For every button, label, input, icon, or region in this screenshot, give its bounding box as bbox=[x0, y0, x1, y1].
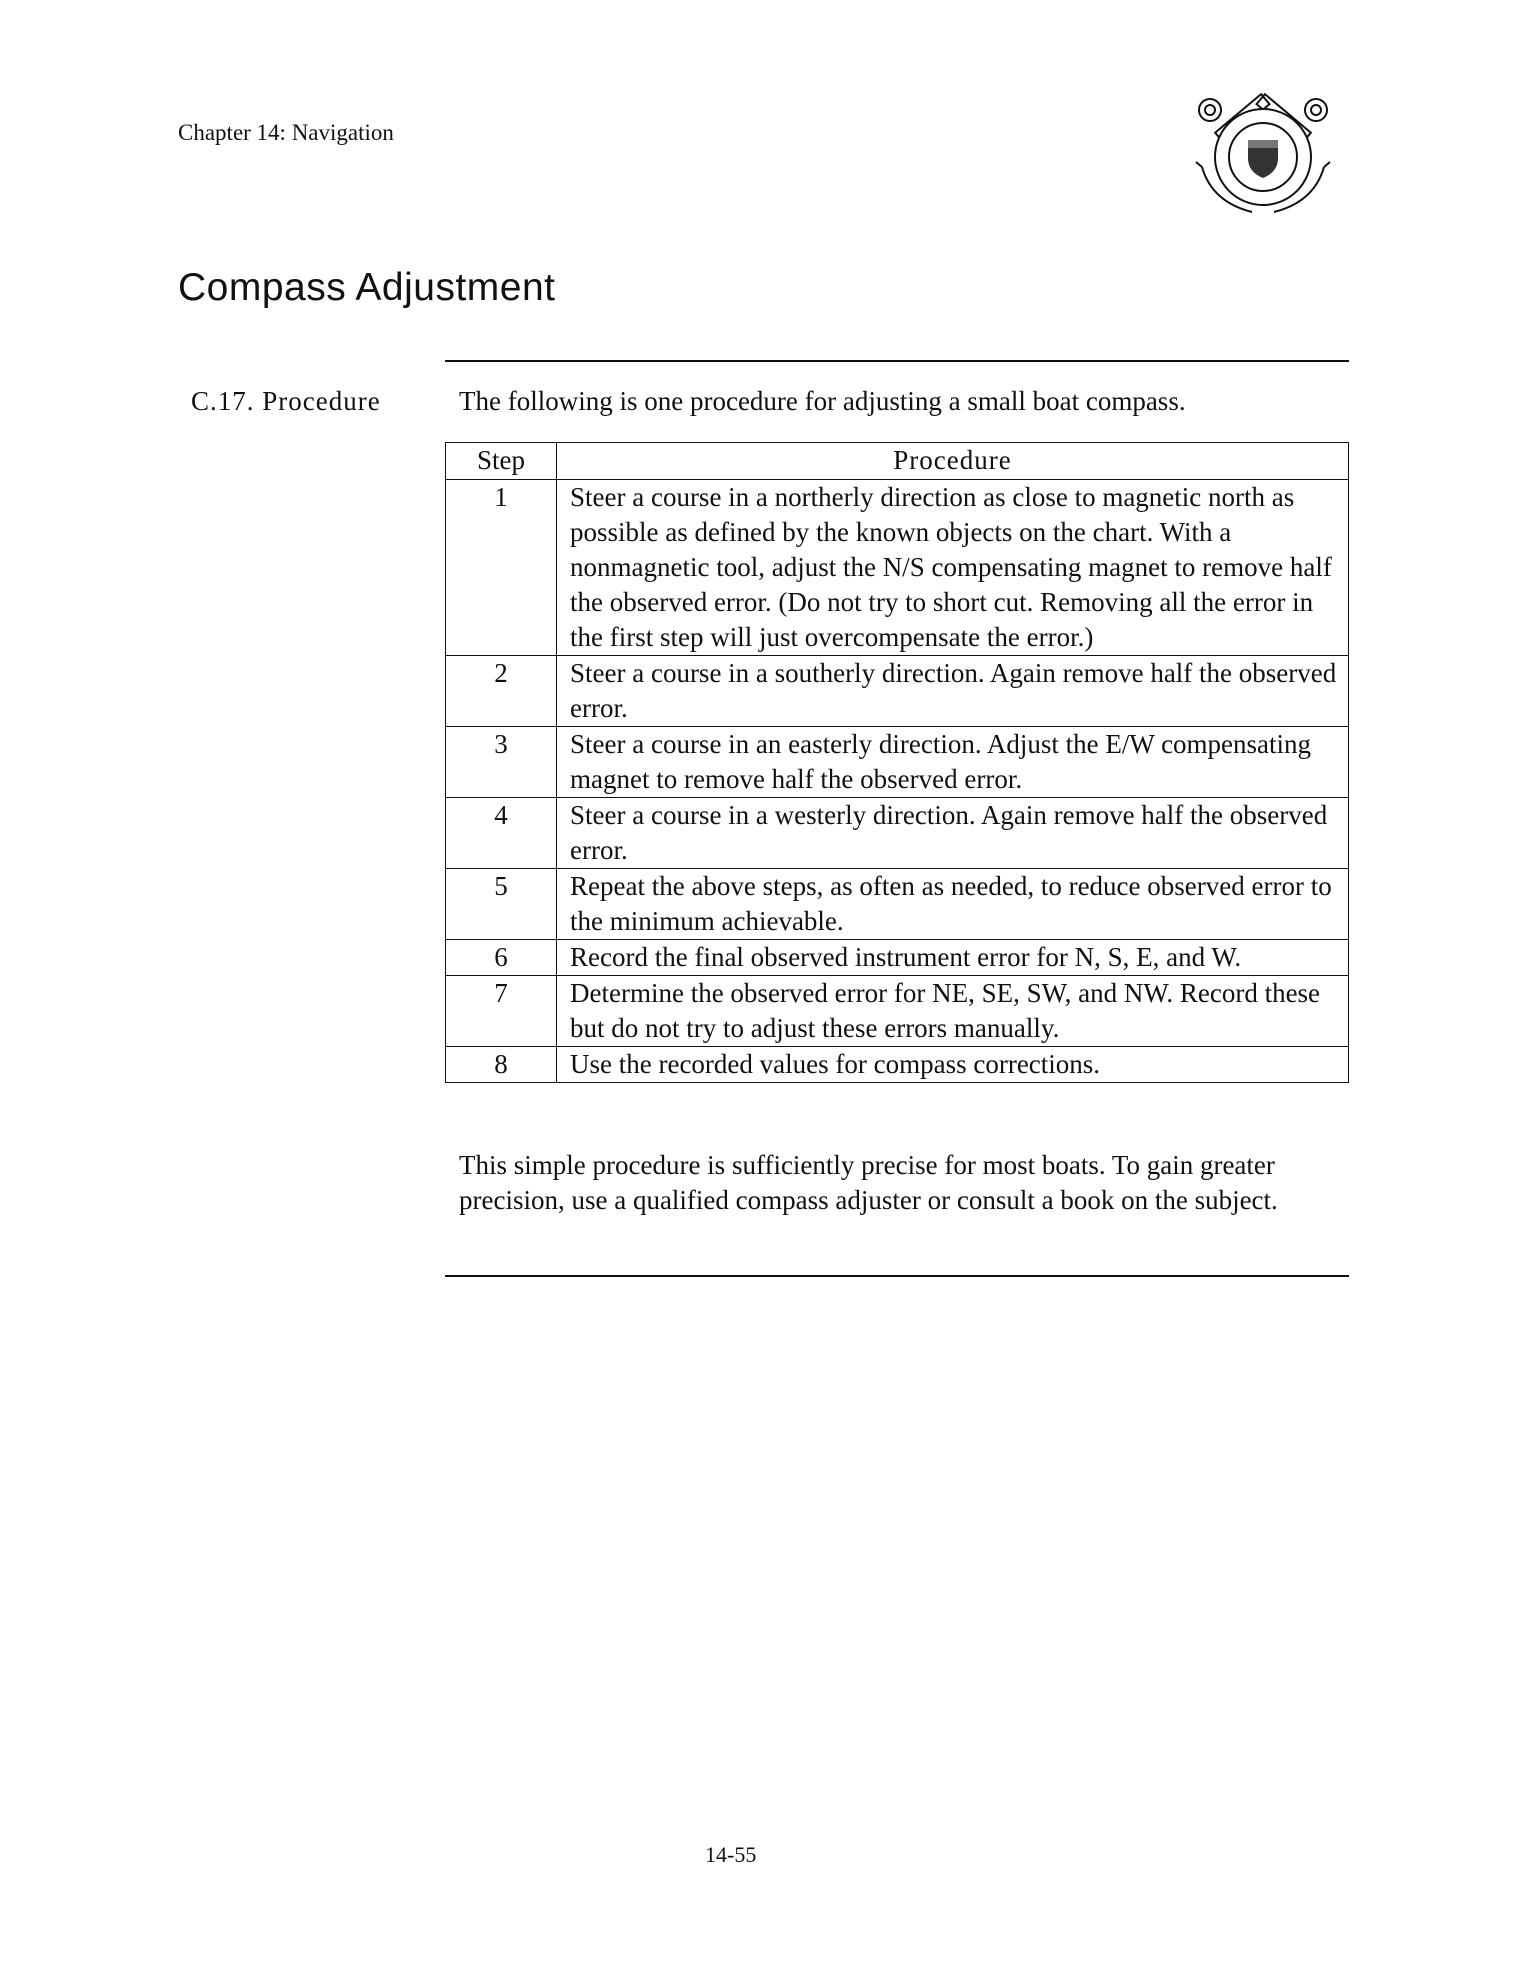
page-title: Compass Adjustment bbox=[178, 266, 556, 309]
step-number: 1 bbox=[446, 480, 557, 656]
table-row bbox=[446, 798, 1349, 869]
section-label: C.17. Procedure bbox=[191, 386, 381, 416]
procedure-text: Repeat the above steps, as often as needed, to reduce observed error to the minimum achievable. bbox=[557, 869, 1349, 940]
table-row bbox=[446, 940, 1349, 976]
procedure-text: Record the final observed instrument error for N, S, E, and W. bbox=[557, 940, 1349, 976]
step-number: 4 bbox=[446, 798, 557, 869]
step-number: 5 bbox=[446, 869, 557, 940]
procedure-table bbox=[445, 442, 1349, 1083]
top-divider bbox=[445, 360, 1349, 362]
table-row bbox=[446, 1047, 1349, 1083]
table-row bbox=[446, 869, 1349, 940]
table-row bbox=[446, 656, 1349, 727]
coast-guard-seal-logo bbox=[1192, 92, 1334, 222]
procedure-text: Determine the observed error for NE, SE, SW, and NW. Record these but do not try to adjust these errors manually. bbox=[557, 976, 1349, 1047]
procedure-text: Steer a course in a northerly direction as close to magnetic north as possible as defined by the known objects on the chart. With a nonmagnetic tool, adjust the N/S compensating magnet to remove half the observed error. (Do not try to short cut. Removing all the error in the first step will just overcompensate the error.) bbox=[557, 480, 1349, 656]
step-number: 2 bbox=[446, 656, 557, 727]
table-row bbox=[446, 976, 1349, 1047]
column-header-procedure: Procedure bbox=[557, 443, 1349, 480]
procedure-text: Use the recorded values for compass corrections. bbox=[557, 1047, 1349, 1083]
section-intro: The following is one procedure for adjusting a small boat compass. bbox=[459, 386, 1186, 416]
procedure-text: Steer a course in a southerly direction. Again remove half the observed error. bbox=[557, 656, 1349, 727]
page-number: 14-55 bbox=[705, 1842, 757, 1867]
step-number: 8 bbox=[446, 1047, 557, 1083]
table-row bbox=[446, 480, 1349, 656]
procedure-text: Steer a course in a westerly direction. Again remove half the observed error. bbox=[557, 798, 1349, 869]
procedure-text: Steer a course in an easterly direction. Adjust the E/W compensating magnet to remove half the observed error. bbox=[557, 727, 1349, 798]
closing-paragraph: This simple procedure is sufficiently precise for most boats. To gain greater precision, use a qualified compass adjuster or consult a book on the subject. bbox=[459, 1150, 1278, 1215]
bottom-divider bbox=[445, 1275, 1349, 1277]
step-number: 7 bbox=[446, 976, 557, 1047]
table-row bbox=[446, 727, 1349, 798]
table-header-row bbox=[446, 443, 1349, 480]
step-number: 6 bbox=[446, 940, 557, 976]
step-number: 3 bbox=[446, 727, 557, 798]
column-header-step: Step bbox=[446, 443, 557, 480]
chapter-header: Chapter 14: Navigation bbox=[178, 120, 394, 145]
